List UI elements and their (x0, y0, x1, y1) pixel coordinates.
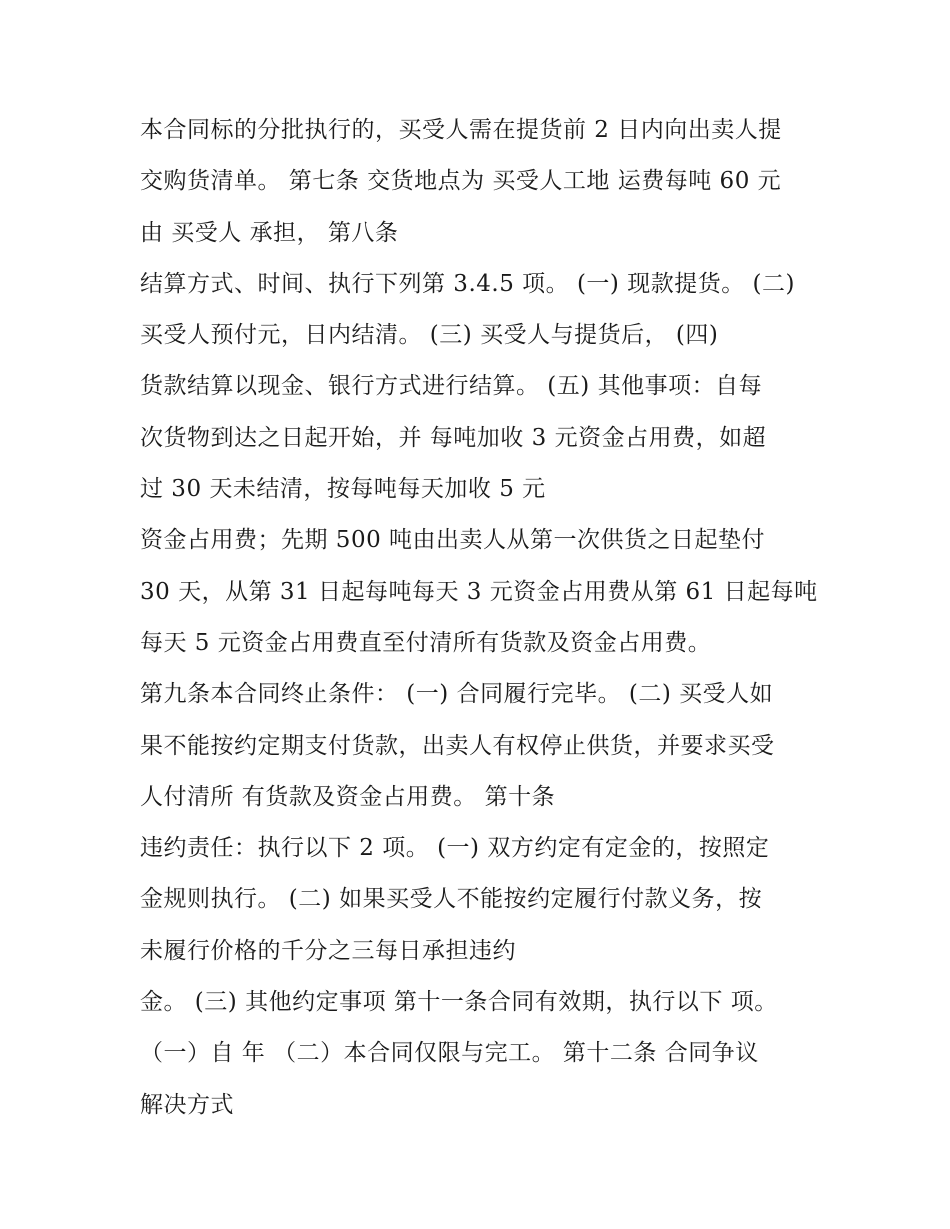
text-line-5: 买受人预付元，日内结清。 (三) 买受人与提货后， (四) (140, 322, 719, 349)
text-line-15: 违约责任：执行以下 2 项。 (一) 双方约定有定金的，按照定 (140, 835, 770, 862)
contract-text-body (140, 105, 830, 1131)
text-line-9: 资金占用费；先期 500 吨由出卖人从第一次供货之日起垫付 (140, 527, 766, 554)
text-line-8: 过 30 天未结清，按每吨每天加收 5 元 (140, 476, 546, 503)
text-line-16: 金规则执行。 (二) 如果买受人不能按约定履行付款义务，按 (140, 886, 763, 913)
text-line-1: 本合同标的分批执行的，买受人需在提货前 2 日内向出卖人提 (140, 117, 782, 143)
text-line-11: 每天 5 元资金占用费直至付清所有货款及资金占用费。 (140, 629, 712, 656)
text-line-3: 由 买受人 承担， 第八条 (140, 219, 399, 246)
text-line-17: 未履行价格的千分之三每日承担违约 (140, 937, 516, 964)
text-line-2: 交购货清单。 第七条 交货地点为 买受人工地 运费每吨 60 元 (140, 168, 782, 195)
text-line-12: 第九条本合同终止条件： (一) 合同履行完毕。 (二) 买受人如 (140, 681, 774, 708)
text-line-7: 次货物到达之日起开始，并 每吨加收 3 元资金占用费，如超 (140, 424, 767, 451)
text-line-14: 人付清所 有货款及资金占用费。 第十条 (140, 783, 556, 810)
text-line-19: （一）自 年 （二）本合同仅限与完工。 第十二条 合同争议 (140, 1040, 759, 1067)
text-line-4: 结算方式、时间、执行下列第 3.4.5 项。 (一) 现款提货。 (二) (140, 270, 795, 297)
text-line-6: 货款结算以现金、银行方式进行结算。 (五) 其他事项：自每 (140, 373, 763, 400)
text-line-18: 金。 (三) 其他约定事项 第十一条合同有效期，执行以下 项。 (140, 989, 778, 1016)
text-line-13: 果不能按约定期支付货款，出卖人有权停止供货，并要求买受 (140, 732, 775, 759)
text-line-10: 30 天，从第 31 日起每吨每天 3 元资金占用费从第 61 日起每吨 (140, 578, 818, 605)
text-line-20: 解决方式 (140, 1091, 234, 1118)
